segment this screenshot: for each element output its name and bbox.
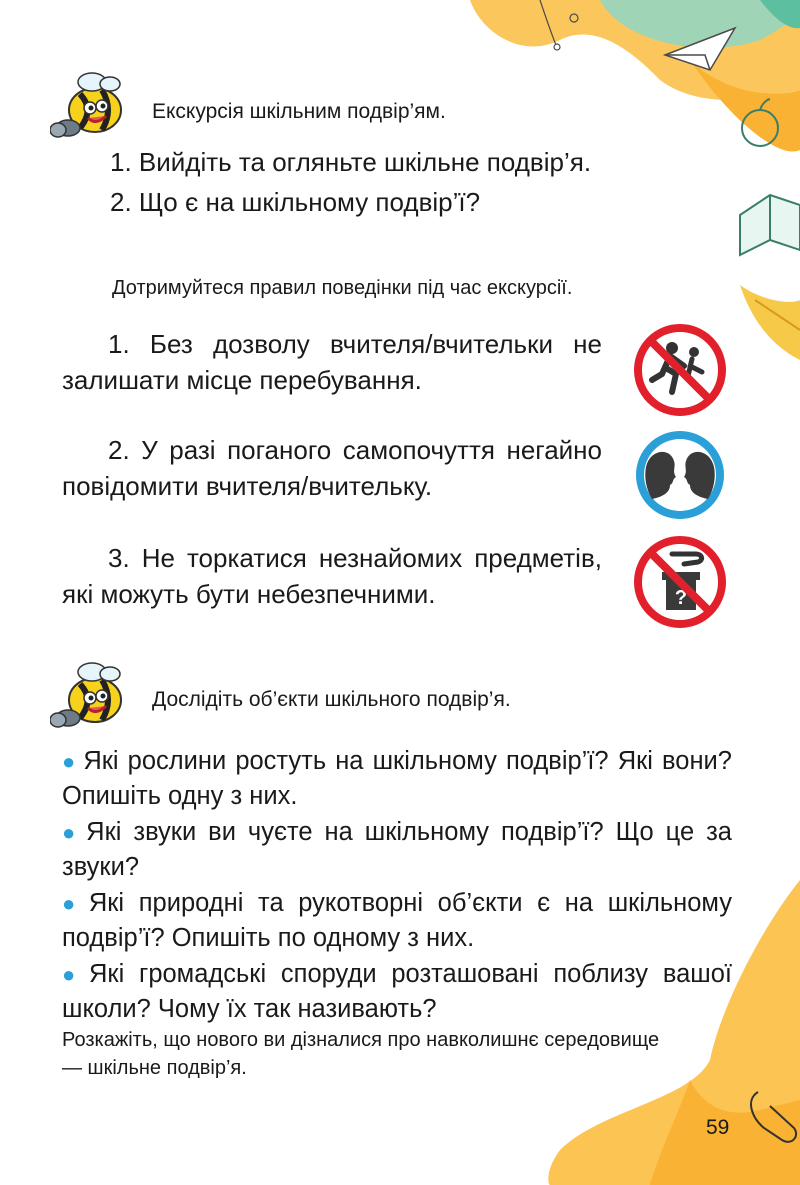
no-running-sign-icon bbox=[632, 322, 728, 418]
talk-to-teacher-sign-icon bbox=[632, 427, 728, 523]
section2-heading: Дослідіть об’єкти шкільного подвір’я. bbox=[152, 688, 511, 711]
section1-heading: Екскурсія шкільним подвір’ям. bbox=[152, 100, 446, 123]
list-item: 2. Що є на шкільному подвір’ї? bbox=[110, 187, 481, 217]
no-unknown-objects-sign-icon bbox=[632, 534, 728, 630]
bullet-icon: ● bbox=[62, 820, 81, 845]
bee-mascot-icon bbox=[50, 70, 135, 145]
list-item: ● Які звуки ви чуєте на шкільному подвір’ї? Що це за звуки? bbox=[62, 818, 732, 881]
closing-note: Розкажіть, що нового ви дізналися про навколишнє середовище — шкільне подвір’я. bbox=[62, 1029, 660, 1079]
list-item: ● Які рослини ростуть на шкільному подвір’ї? Які вони? Опишіть одну з них. bbox=[62, 747, 732, 810]
rule-item-2: 2. У разі поганого самопочуття негайно повідомити вчителя/вчительку. bbox=[62, 435, 602, 501]
page-number: 59 bbox=[706, 1116, 730, 1139]
research-questions-list bbox=[62, 744, 732, 1028]
rule-item-3: 3. Не торкатися незнайомих предметів, які можуть бути небезпечними. bbox=[62, 543, 602, 609]
list-item: ● Які громадські споруди розташовані поблизу вашої школи? Чому їх так називають? bbox=[62, 960, 732, 1023]
bullet-icon: ● bbox=[62, 891, 83, 916]
list-item: ● Які природні та рукотворні об’єкти є на шкільному подвір’ї? Опишіть по одному з них. bbox=[62, 889, 732, 952]
bullet-icon: ● bbox=[62, 962, 83, 987]
rule-item-1: 1. Без дозволу вчителя/вчительки не залишати місце перебування. bbox=[62, 329, 602, 395]
bullet-icon: ● bbox=[62, 749, 78, 774]
excursion-steps-list bbox=[110, 142, 591, 222]
list-item: 1. Вийдіть та огляньте шкільне подвір’я. bbox=[110, 147, 592, 177]
bee-mascot-icon bbox=[50, 660, 135, 735]
svg-text:?: ? bbox=[674, 587, 688, 609]
rules-intro: Дотримуйтеся правил поведінки під час екскурсії. bbox=[112, 277, 573, 299]
